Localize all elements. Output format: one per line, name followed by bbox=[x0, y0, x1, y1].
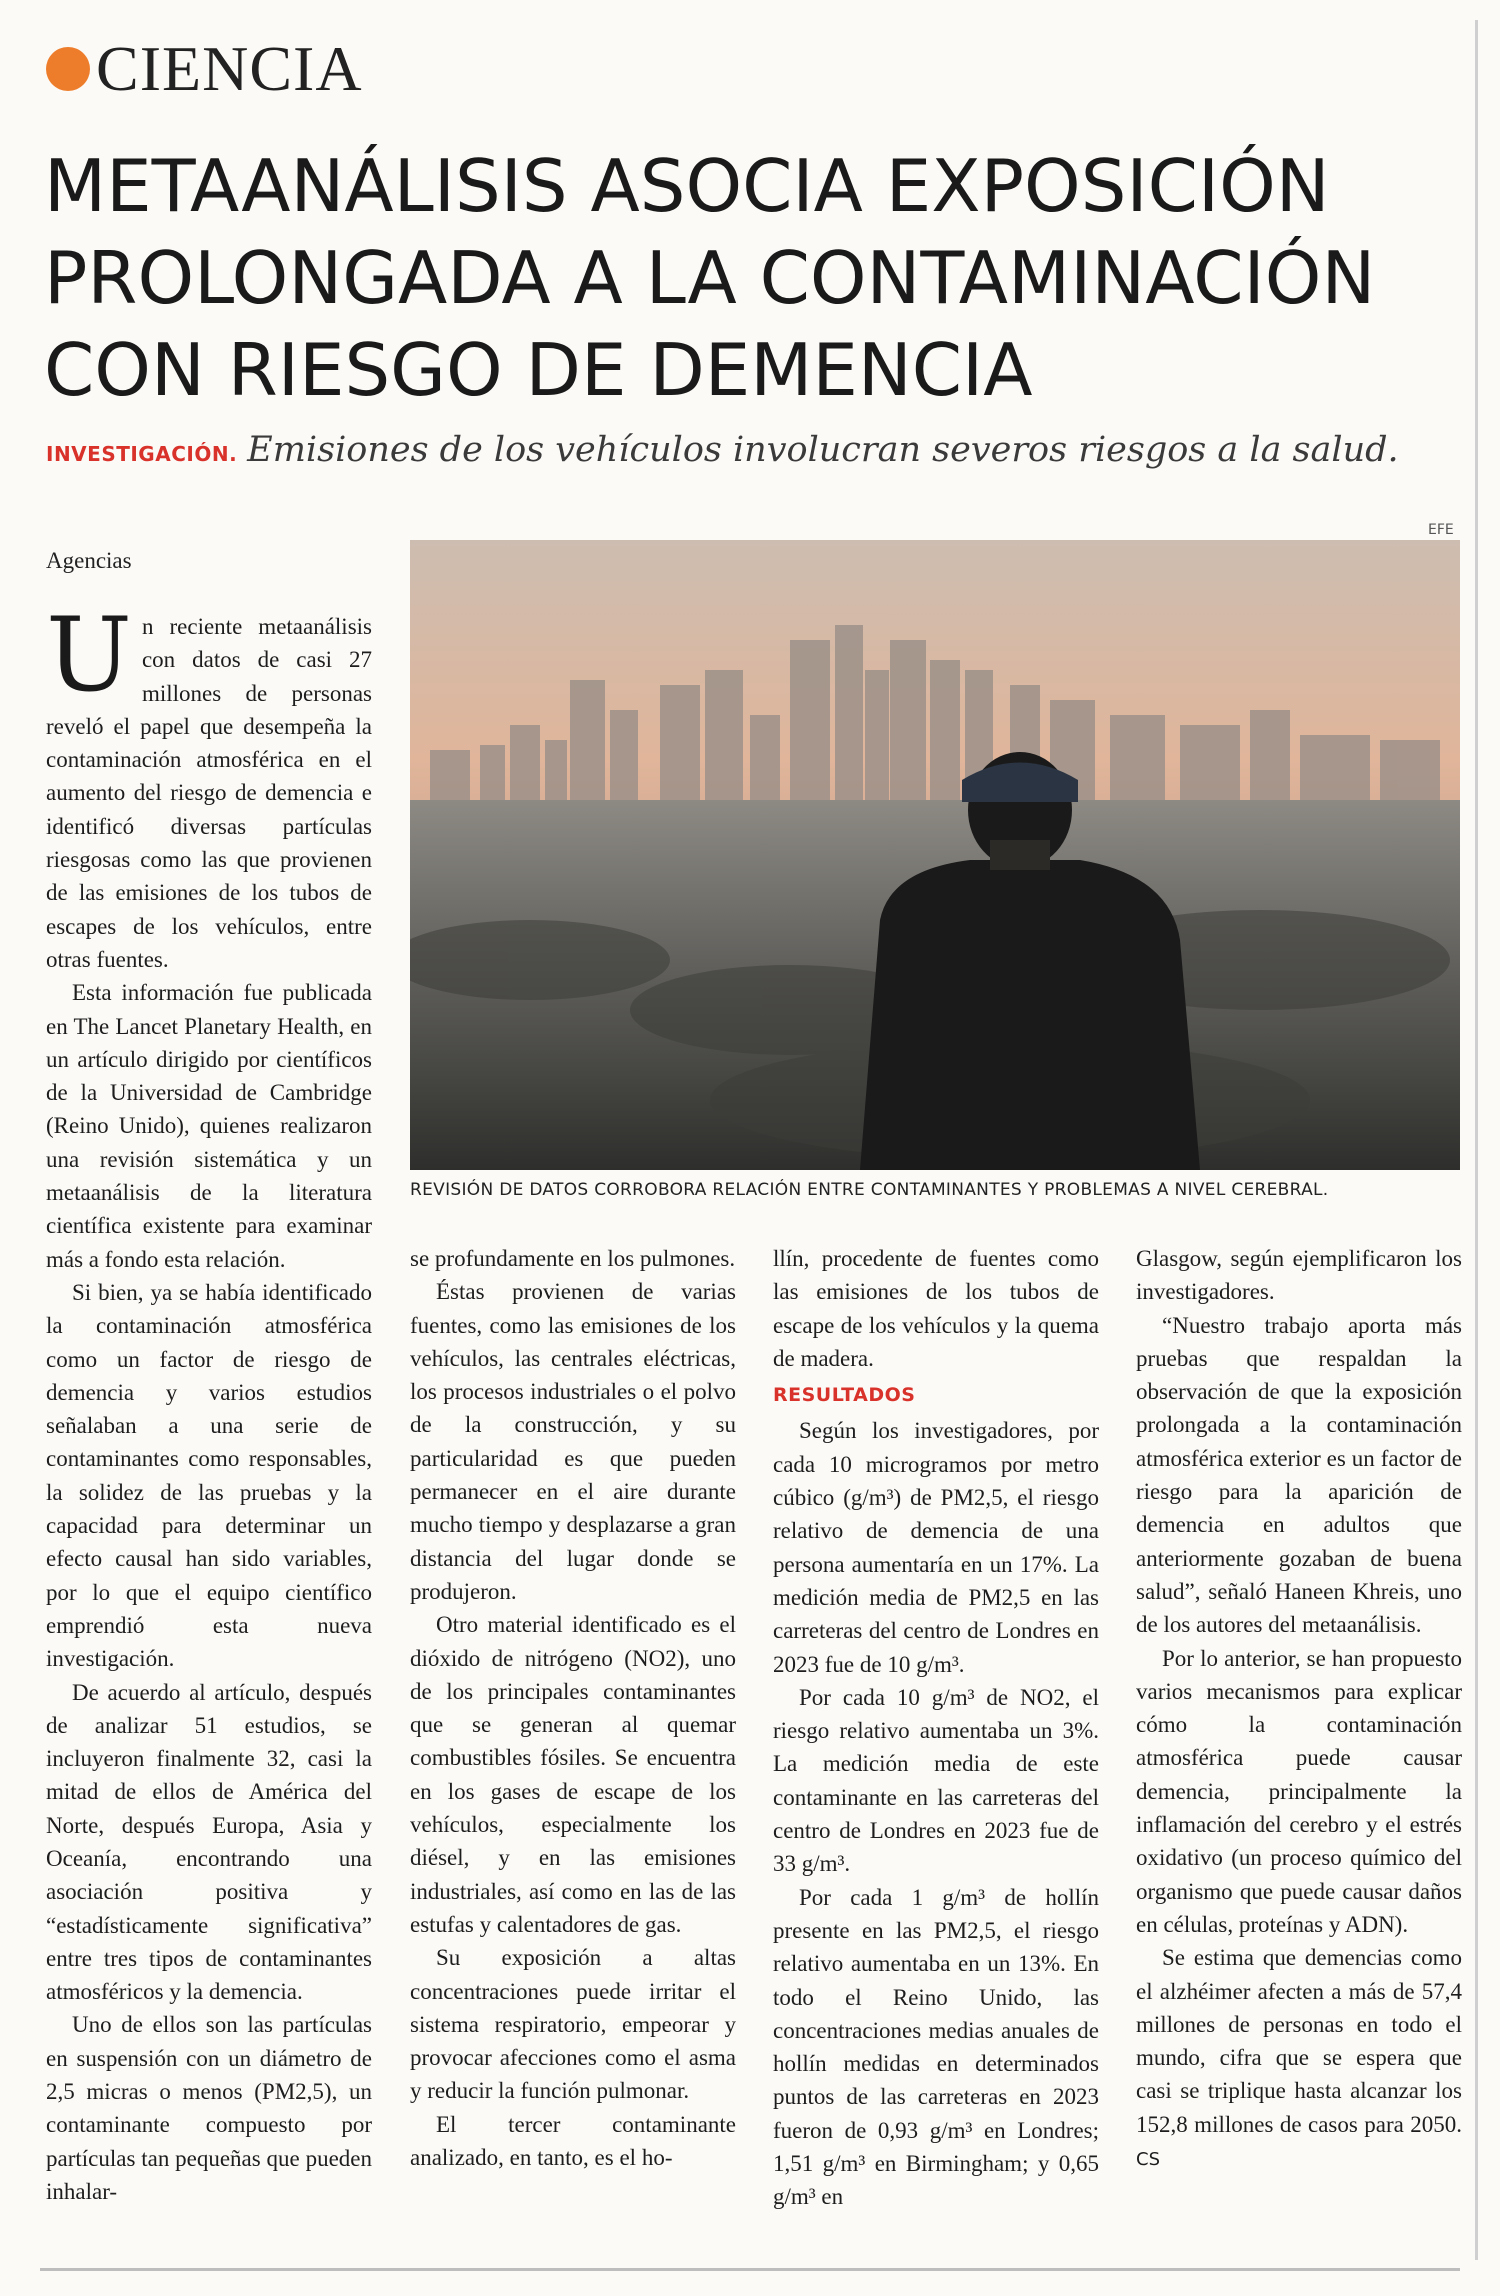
city-skyline-photo-illustration bbox=[410, 540, 1460, 1170]
drop-cap: U bbox=[46, 596, 132, 715]
paragraph bbox=[46, 596, 372, 976]
paragraph: Uno de ellos son las partículas en suspensión con un diámetro de 2,5 micras o menos (PM2,5), un contaminante compuesto por partículas tan pequeñas que pueden inhalar- bbox=[46, 2012, 372, 2204]
page-right-rule bbox=[1475, 20, 1478, 2260]
paragraph: El tercer contaminante analizado, en tanto, es el ho- bbox=[410, 2111, 736, 2171]
paragraph: Según los investigadores, por cada 10 microgramos por metro cúbico (g/m³) de PM2,5, el riesgo relativo de demencia de una persona aumentaría en un 17%. La medición media de PM2,5 en las carreteras del centro de Londres en 2023 fue de 10 g/m³. bbox=[773, 1418, 1099, 1677]
article-column-4 bbox=[1136, 1242, 1462, 2176]
headline bbox=[44, 140, 1464, 416]
kicker: INVESTIGACIÓN. bbox=[46, 442, 238, 466]
paragraph: Su exposición a altas concentraciones puede irritar el sistema respiratorio, empeorar y provocar afecciones como el asma y reducir la función pulmonar. bbox=[410, 1945, 736, 2104]
paragraph bbox=[1136, 1941, 1462, 2176]
paragraph: Por cada 1 g/m³ de hollín presente en las PM2,5, el riesgo relativo aumentaba en un 13%. En todo el Reino Unido, las concentraciones medias anuales de hollín medidas en determinados puntos de las carreteras en 2023 fueron de 0,93 g/m³ en Londres; 1,51 g/m³ en Birmingham; y 0,65 g/m³ en bbox=[773, 1884, 1099, 2210]
article-column-3 bbox=[773, 1242, 1099, 2214]
paragraph: “Nuestro trabajo aporta más pruebas que respaldan la observación de que la exposición prolongada a la contaminación atmosférica exterior es un factor de riesgo para la aparición de demencia en adultos que anteriormente gozaban de buena salud”, señaló Haneen Khreis, uno de los autores del metaanálisis. bbox=[1136, 1312, 1462, 1638]
headline-line-2: PROLONGADA A LA CONTAMINACIÓN bbox=[44, 236, 1376, 320]
headline-line-3: CON RIESGO DE DEMENCIA bbox=[44, 328, 1033, 412]
headline-line-1: METAANÁLISIS ASOCIA EXPOSICIÓN bbox=[44, 144, 1330, 228]
paragraph: Éstas provienen de varias fuentes, como las emisiones de los vehículos, las centrales eléctricas, los procesos industriales o el polvo de la construcción, y su particularidad es que pueden permanecer en el aire durante mucho tiempo y desplazarse a gran distancia del lugar donde se produjeron. bbox=[410, 1279, 736, 1604]
paragraph: Por lo anterior, se han propuesto varios mecanismos para explicar cómo la contaminación atmosférica puede causar demencia, principalmente la inflamación del cerebro y el estrés oxidativo (un proceso químico del organismo que puede causar daños en células, proteínas y ADN). bbox=[1136, 1645, 1462, 1937]
article-column-2 bbox=[410, 1242, 736, 2174]
article-photo bbox=[410, 540, 1460, 1170]
paragraph: Esta información fue publicada en The Lancet Planetary Health, en un artículo dirigido por científicos de la Universidad de Cambridge (Reino Unido), quienes realizaron una revisión sistemática y un metaanálisis de la literatura científica existente para examinar más a fondo esta relación. bbox=[46, 980, 372, 1272]
section-label-text: CIENCIA bbox=[96, 33, 363, 104]
paragraph: se profundamente en los pulmones. bbox=[410, 1246, 736, 1271]
photo-credit: EFE bbox=[1428, 522, 1454, 538]
paragraph: Si bien, ya se había identificado la contaminación atmosférica como un factor de riesgo de demencia y varios estudios señalaban a una serie de contaminantes como responsables, la solidez de las pruebas y la capacidad para determinar un efecto causal han sido variables, por lo que el equipo científico emprendió esta nueva investigación. bbox=[46, 1279, 372, 1672]
subheadline bbox=[46, 430, 1466, 470]
byline: Agencias bbox=[46, 548, 132, 573]
paragraph-text: n reciente metaanálisis con datos de casi 27 millones de personas reveló el papel que desempeña la contaminación atmosférica en el aumento del riesgo de demencia e identificó diversas partículas riesgosas como las que provienen de las emisiones de los tubos de escapes de los vehículos, entre otras fuentes. bbox=[46, 614, 372, 972]
section-label bbox=[46, 32, 363, 106]
deck: Emisiones de los vehículos involucran severos riesgos a la salud. bbox=[247, 430, 1399, 470]
article-column-1 bbox=[46, 596, 372, 2208]
paragraph: llín, procedente de fuentes como las emisiones de los tubos de escape de los vehículos y la quema de madera. bbox=[773, 1246, 1099, 1371]
paragraph: Otro material identificado es el dióxido de nitrógeno (NO2), uno de los principales contaminantes que se generan al quemar combustibles fósiles. Se encuentra en los gases de escape de los vehículos, especialmente los diésel, y en las emisiones industriales, así como en las de las estufas y calentadores de gas. bbox=[410, 1612, 736, 1937]
paragraph: Por cada 10 g/m³ de NO2, el riesgo relativo aumentaba un 3%. La medición media de este contaminante en las carreteras del centro de Londres en 2023 fue de 33 g/m³. bbox=[773, 1684, 1099, 1877]
page-bottom-rule bbox=[40, 2268, 1460, 2271]
section-dot-icon bbox=[46, 47, 90, 91]
end-mark: CS bbox=[1136, 2149, 1160, 2171]
paragraph-text: Se estima que demencias como el alzhéimer afecten a más de 57,4 millones de personas en todo el mundo, cifra que se espera que casi se triplique hasta alcanzar los 152,8 millones de casos para 2050. bbox=[1136, 1945, 1462, 2137]
photo-caption: REVISIÓN DE DATOS CORROBORA RELACIÓN ENTRE CONTAMINANTES Y PROBLEMAS A NIVEL CEREBRAL. bbox=[410, 1180, 1329, 1200]
results-heading: RESULTADOS bbox=[773, 1384, 916, 1407]
paragraph: De acuerdo al artículo, después de analizar 51 estudios, se incluyeron finalmente 32, casi la mitad de ellos de América del Norte, después Europa, Asia y Oceanía, encontrando una asociación positiva y “estadísticamente significativa” entre tres tipos de contaminantes atmosféricos y la demencia. bbox=[46, 1679, 372, 2005]
paragraph: Glasgow, según ejemplificaron los investigadores. bbox=[1136, 1246, 1462, 1305]
